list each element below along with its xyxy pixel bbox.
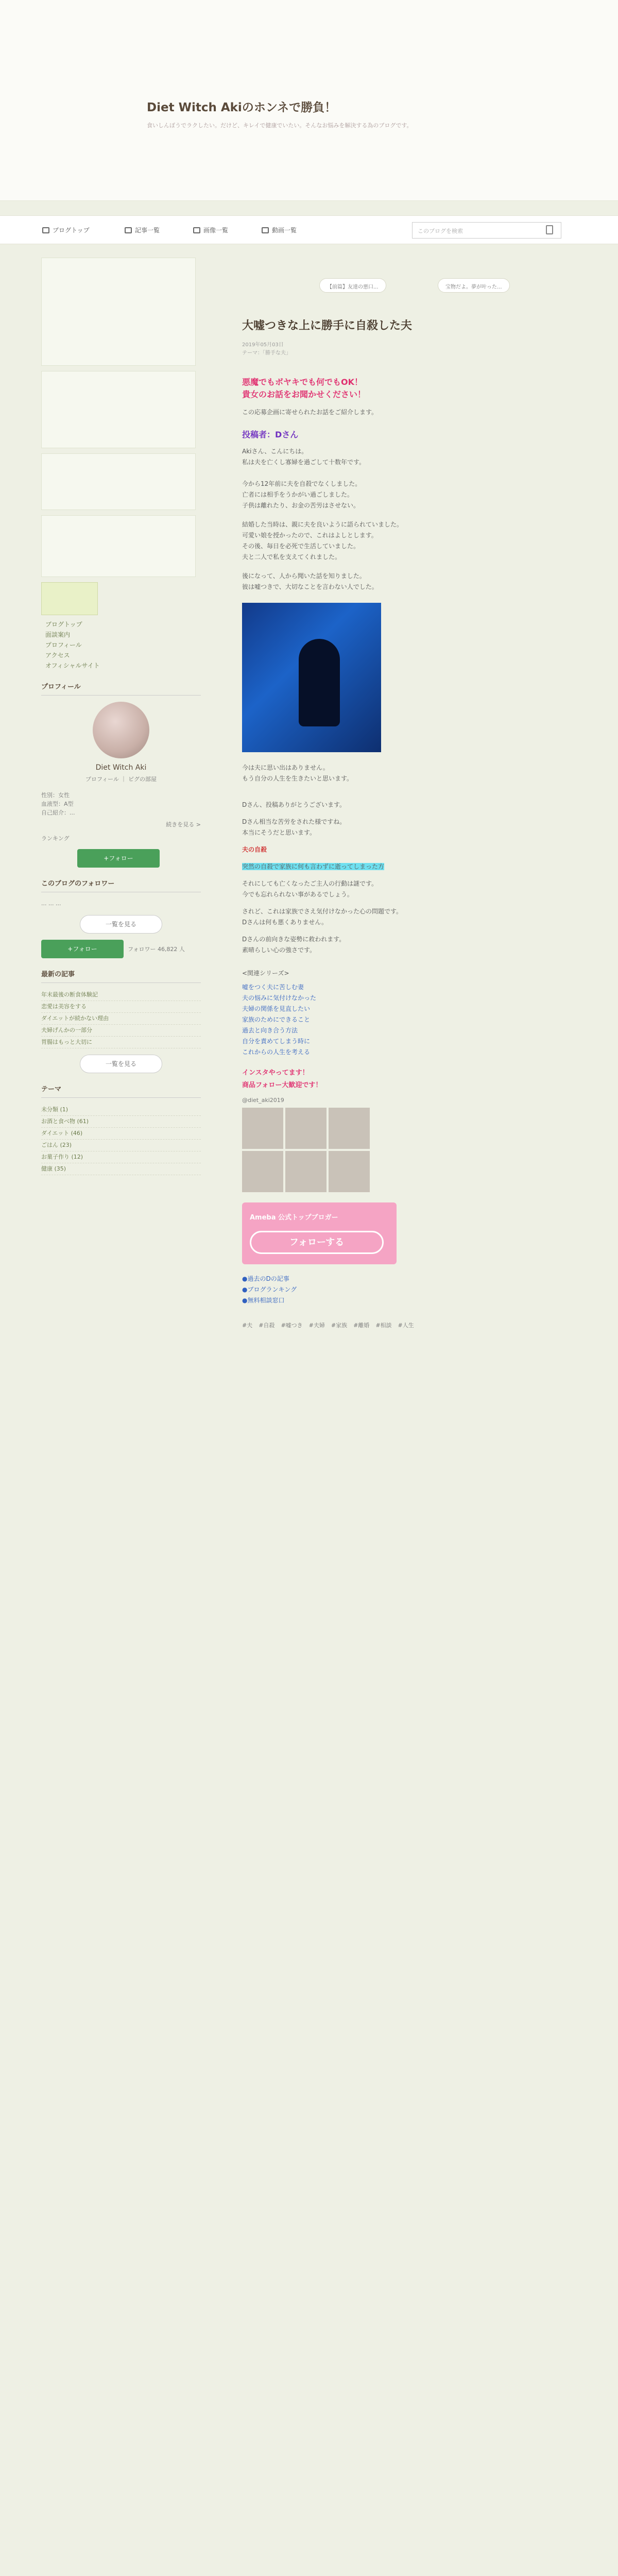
sidebar-banner-2[interactable] — [41, 371, 196, 448]
sidebar-banner-3[interactable] — [41, 453, 196, 510]
image-icon — [193, 227, 200, 233]
reply-3: されど、これは家族でさえ気付けなかった心の問題です。 Dさんは何も悪くありません。 — [242, 908, 403, 926]
nav-videos[interactable] — [262, 226, 297, 234]
sidebar-link[interactable]: オフィシャルサイト — [45, 662, 100, 669]
nav-images-label: 画像一覧 — [203, 227, 229, 234]
series-link[interactable]: 過去と向き合う方法 — [242, 1027, 298, 1034]
profile-heading: プロフィール — [41, 681, 201, 696]
nav-articles[interactable] — [125, 226, 160, 234]
recent-item[interactable]: 恋愛は美容をする — [41, 1001, 201, 1013]
followers-more-button[interactable]: 一覧を見る — [80, 915, 162, 934]
reply-2: それにしても亡くなったご主人の行動は謎です。 今でも忘れられない事があるでしょう。 — [242, 880, 378, 898]
insta-photo[interactable] — [285, 1151, 327, 1192]
poster-label: 投稿者：Dさん — [242, 430, 299, 439]
post-body-2: 結婚した当時は、親に夫を良いように語られていました。 可愛い娘を授かったので、これはよしとします。 その後、毎日を必死で生活していました。 夫と二人で私を支えてくれました。 — [242, 521, 403, 561]
tag[interactable]: #家族 — [331, 1322, 348, 1329]
nav-blog-top[interactable] — [42, 226, 90, 234]
insta-photo[interactable] — [242, 1108, 283, 1149]
series-link[interactable]: 夫の悩みに気付けなかった — [242, 994, 317, 1002]
theme-item[interactable]: お菓子作り (12) — [41, 1151, 201, 1163]
recent-item[interactable]: ダイエットが続かない理由 — [41, 1013, 201, 1025]
home-icon — [42, 227, 49, 233]
reply-1: Dさん相当な苦労をされた様ですね。 本当にそうだと思います。 — [242, 818, 346, 836]
sidebar-banner-4[interactable] — [41, 515, 196, 577]
red-highlight: 夫の自殺 — [242, 846, 267, 853]
post-meta: 2019年05月03日 テーマ：「勝手な夫」 — [242, 342, 291, 356]
insta-user[interactable]: @diet_aki2019 — [242, 1097, 284, 1104]
post-image[interactable] — [242, 603, 381, 752]
theme-item[interactable]: ダイエット (46) — [41, 1128, 201, 1140]
tag-list — [242, 1320, 577, 1331]
theme-heading: テーマ — [41, 1083, 201, 1098]
insta-photo-grid[interactable] — [242, 1108, 577, 1192]
insta-photo[interactable] — [329, 1108, 370, 1149]
post-body-3: 後になって、人から聞いた話を知りました。 彼は嘘つきで、大切なことを言わない人でした。 — [242, 572, 378, 590]
footer-link[interactable]: ●過去のDの記事 — [242, 1275, 289, 1282]
theme-item[interactable]: 未分類 (1) — [41, 1104, 201, 1116]
profile-name[interactable]: Diet Witch Aki — [95, 764, 147, 772]
blog-badge[interactable] — [41, 582, 98, 615]
sidebar-banner-1[interactable] — [41, 258, 196, 366]
series-link[interactable]: 嘘をつく夫に苦しむ妻 — [242, 984, 304, 991]
ameba-follow-button[interactable]: フォローする — [250, 1231, 384, 1254]
tag[interactable]: #夫婦 — [308, 1322, 325, 1329]
cyan-highlight: 突然の自殺で家族に何も言わずに逝ってしまった方 — [242, 863, 385, 870]
tag[interactable]: #離婚 — [353, 1322, 370, 1329]
theme-list — [41, 1104, 201, 1175]
next-post-link[interactable]: 宝物だよ。夢が叶った... — [438, 278, 510, 293]
global-nav — [0, 215, 618, 244]
insta-photo[interactable] — [329, 1151, 370, 1192]
tag[interactable]: #人生 — [398, 1322, 414, 1329]
footer-link[interactable]: ●無料相談窓口 — [242, 1297, 285, 1304]
series-list — [242, 982, 577, 1058]
insta-photo[interactable] — [285, 1108, 327, 1149]
tag[interactable]: #相談 — [375, 1322, 392, 1329]
tag[interactable]: #嘘つき — [281, 1322, 303, 1329]
post-title: 大嘘つきな上に勝手に自殺した夫 — [242, 319, 413, 332]
footer-links — [242, 1274, 577, 1306]
site-description: 食いしんぼうでラクしたい。だけど、キレイで健康でいたい。そんなお悩みを解決する為のブログです。 — [147, 122, 413, 129]
series-link[interactable]: 夫婦の関係を見直したい — [242, 1005, 311, 1012]
nav-articles-label: 記事一覧 — [135, 227, 160, 234]
series-link[interactable]: これからの人生を考える — [242, 1048, 311, 1056]
nav-videos-label: 動画一覧 — [272, 227, 297, 234]
profile-bio: 性別：女性 血液型：A型 自己紹介：... — [41, 792, 75, 816]
series-heading: <関連シリーズ> — [242, 970, 289, 977]
insta-photo[interactable] — [242, 1151, 283, 1192]
sidebar-link[interactable]: アクセス — [45, 652, 70, 659]
series-link[interactable]: 家族のためにできること — [242, 1016, 311, 1023]
tag[interactable]: #夫 — [242, 1322, 253, 1329]
post-body-4: 今は夫に思い出はありません。 もう自分の人生を生きたいと思います。 — [242, 764, 353, 782]
insta-label: インスタやってます！ 商品フォロー大歓迎です！ — [242, 1069, 322, 1089]
followers-count: フォロワー 46,822 人 — [128, 945, 185, 953]
theme-item[interactable]: 健康 (35) — [41, 1163, 201, 1175]
theme-item[interactable]: お酒と食べ物 (61) — [41, 1116, 201, 1128]
follow-button[interactable]: +フォロー — [77, 849, 160, 868]
ameba-title: Ameba 公式トップブロガー — [250, 1214, 338, 1222]
follow-button-2[interactable]: +フォロー — [41, 940, 124, 958]
followers-heading: このブログのフォロワー — [41, 878, 201, 892]
list-icon — [125, 227, 132, 233]
recent-more-button[interactable]: 一覧を見る — [80, 1055, 162, 1073]
avatar[interactable] — [93, 702, 149, 758]
reply-4: Dさんの前向きな姿勢に救われます。 素晴らしい心の強さです。 — [242, 936, 346, 954]
site-header — [0, 0, 618, 201]
series-link[interactable]: 自分を責めてしまう時に — [242, 1038, 311, 1045]
nav-images[interactable] — [193, 226, 228, 234]
recent-list — [41, 989, 201, 1048]
search-input[interactable]: このブログを検索 — [412, 222, 561, 239]
intro-highlight: 悪魔でもボヤキでも何でもOK！ 貴女のお話をお聞かせください！ — [242, 377, 366, 399]
read-more-link[interactable]: 続きを見る > — [166, 821, 201, 828]
profile-links[interactable]: プロフィール ｜ ピグの部屋 — [85, 776, 157, 783]
intro-text: この応募企画に寄せられたお話をご紹介します。 — [242, 409, 378, 416]
footer-link[interactable]: ●ブログランキング — [242, 1286, 297, 1293]
sidebar-link[interactable]: ブログトップ — [45, 621, 82, 628]
recent-heading: 最新の記事 — [41, 969, 201, 983]
sidebar-link[interactable]: プロフィール — [45, 641, 82, 649]
ameba-follow-box[interactable] — [242, 1202, 397, 1264]
recent-item[interactable]: 年末最後の断食体験記 — [41, 989, 201, 1001]
sidebar-link[interactable]: 面談案内 — [45, 631, 71, 638]
video-icon — [262, 227, 269, 233]
recent-item[interactable]: 胃腸はもっと大切に — [41, 1037, 201, 1048]
ranking-label: ランキング — [41, 835, 70, 842]
theme-item[interactable]: ごはん (23) — [41, 1140, 201, 1151]
reply-intro: Dさん、投稿ありがとうございます。 — [242, 801, 346, 808]
search-icon[interactable] — [546, 225, 553, 234]
tag[interactable]: #自殺 — [259, 1322, 275, 1329]
recent-item[interactable]: 夫婦げんかの一部分 — [41, 1025, 201, 1037]
prev-post-link[interactable]: 【前篇】友達の悪口... — [319, 278, 386, 293]
sidebar-links — [45, 619, 201, 671]
followers-list: ... ... ... — [41, 900, 61, 907]
nav-blog-top-label: ブログトップ — [53, 227, 90, 234]
sidebar — [41, 258, 201, 1175]
post-body-1: Akiさん、こんにちは。 私は夫を亡くし寡婦を過ごして十数年です。 今から12年前に夫を自殺でなくしました。 亡者には相手をうかがい過ごしました。 子供は離れたり、お金の苦労はさせない。 — [242, 448, 366, 509]
site-title[interactable]: Diet Witch Akiのホンネで勝負！ — [147, 101, 337, 114]
silhouette-figure — [299, 639, 340, 726]
